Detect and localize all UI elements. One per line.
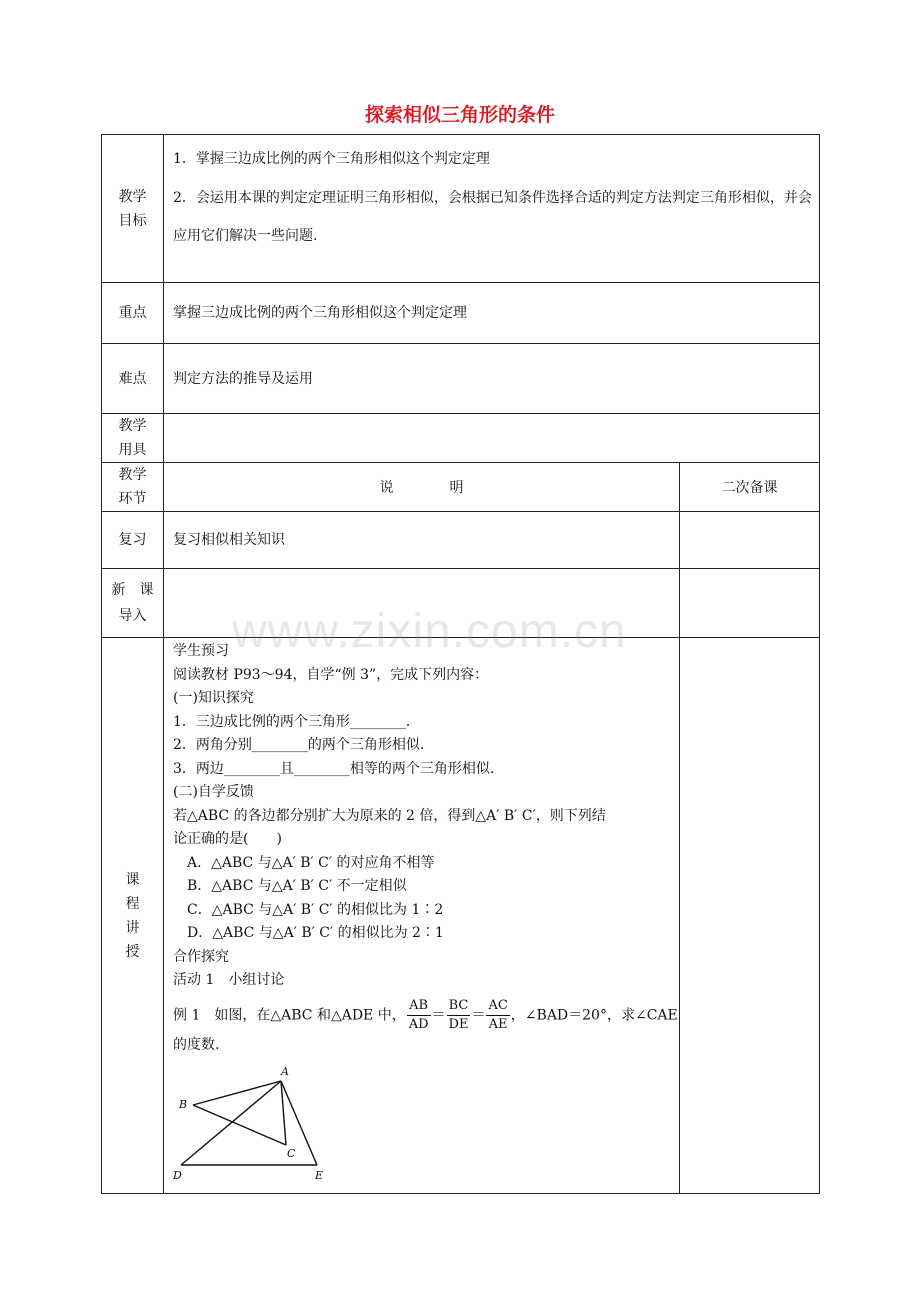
option-a: A．△ABC 与△A′ B′ C′ 的对应角不相等: [187, 854, 435, 871]
lecture-content: [164, 638, 680, 1194]
option-b: B．△ABC 与△A′ B′ C′ 不一定相似: [187, 878, 407, 894]
equals-sign: ＝: [431, 1007, 446, 1023]
seg-da: [181, 1081, 281, 1165]
label-lecture: 课 程 讲 授: [102, 638, 164, 1194]
page-title: 探索相似三角形的条件: [364, 104, 555, 126]
review-second-prep: [680, 512, 820, 569]
row-phase-header: [102, 463, 820, 512]
row-tools: [102, 414, 820, 463]
lecture-second-prep: [680, 638, 820, 1194]
lesson-plan-table: [101, 134, 820, 1194]
lecture-line: 3．两边________且________相等的两个三角形相似.: [173, 760, 495, 777]
row-goals: [102, 135, 820, 283]
label-intro: 新 课导入: [102, 569, 164, 638]
row-review: [102, 512, 820, 569]
lecture-line: 学生预习: [173, 643, 229, 659]
goals-content: [164, 135, 820, 283]
lecture-line: 2．两角分别________的两个三角形相似.: [173, 737, 425, 753]
label-c: C: [287, 1147, 296, 1160]
coop-heading: 合作探究: [173, 948, 229, 965]
lecture-line: (一)知识探究: [173, 690, 254, 706]
lecture-line: 论正确的是( ): [173, 831, 282, 847]
triangle-figure: [173, 1063, 343, 1183]
fraction-ac-ae: $\frac{AC}{AE}$: [488, 997, 508, 1032]
fraction-ab-ad: $\frac{AB}{AD}$: [408, 997, 429, 1032]
row-lecture: [102, 638, 820, 1194]
label-difficulty: 难点: [102, 344, 164, 414]
review-content: 复习相似相关知识: [164, 512, 680, 569]
activity-heading: 活动 1 小组讨论: [173, 972, 285, 988]
label-e: E: [315, 1169, 324, 1182]
equals-sign: ＝: [471, 1007, 486, 1023]
label-d: D: [173, 1169, 182, 1182]
goal-2: 2．会运用本课的判定定理证明三角形相似，会根据已知条件选择合适的判定方法判定三角形相似，并会应用它们解决一些问题.: [173, 190, 812, 244]
example-prefix: 例 1 如图，在△ABC 和△ADE 中，: [173, 1007, 406, 1023]
lecture-line: 1．三边成比例的两个三角形________．: [173, 713, 420, 730]
fraction-bc-de: $\frac{BC}{DE}$: [448, 997, 469, 1032]
option-c: C．△ABC 与△A′ B′ C′ 的相似比为 1∶2: [187, 901, 444, 918]
label-b: B: [179, 1098, 188, 1111]
label-phase: 教学环节: [102, 463, 164, 512]
label-goals: 教学目标: [102, 135, 164, 283]
lecture-line: (二)自学反馈: [173, 784, 254, 800]
tools-content: [164, 414, 820, 463]
example-tail: 的度数.: [173, 1036, 220, 1053]
seg-bc: [193, 1105, 286, 1145]
intro-second-prep: [680, 569, 820, 638]
example-1: [173, 997, 679, 1034]
example-suffix: ，∠BAD＝20°，求∠CAE: [510, 1007, 678, 1023]
option-d: D．△ABC 与△A′ B′ C′ 的相似比为 2∶1: [187, 925, 444, 941]
header-description: 说 明: [164, 463, 680, 512]
label-a: A: [281, 1065, 289, 1078]
header-second-prep: 二次备课: [680, 463, 820, 512]
goal-1: 1．掌握三边成比例的两个三角形相似这个判定定理: [173, 151, 490, 167]
row-difficulty: [102, 344, 820, 414]
lecture-line: 阅读教材 P93～94，自学“例 3”，完成下列内容：: [173, 666, 489, 683]
watermark: www.zixin.com.cn: [232, 605, 627, 658]
row-key: [102, 283, 820, 344]
label-key: 重点: [102, 283, 164, 344]
key-content: 掌握三边成比例的两个三角形相似这个判定定理: [164, 283, 820, 344]
lecture-line: 若△ABC 的各边都分别扩大为原来的 2 倍，得到△A′ B′ C′，则下列结: [173, 807, 606, 824]
label-tools: 教学用具: [102, 414, 164, 463]
label-review: 复习: [102, 512, 164, 569]
difficulty-content: 判定方法的推导及运用: [164, 344, 820, 414]
